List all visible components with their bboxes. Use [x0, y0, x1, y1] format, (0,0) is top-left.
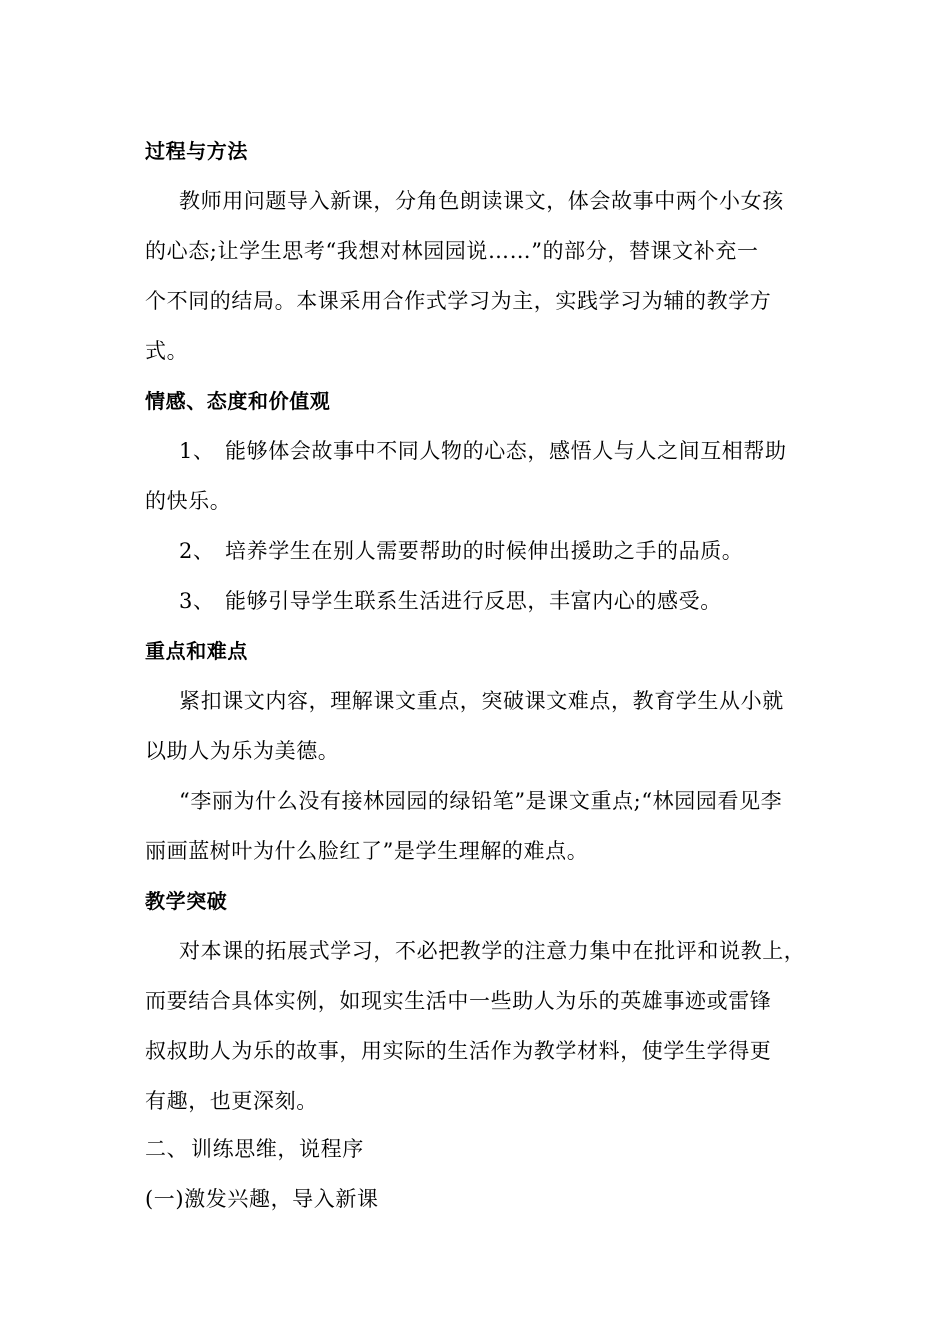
paragraph-line: 以助人为乐为美德。 [145, 739, 340, 763]
section-heading-process: 过程与方法 [145, 139, 248, 163]
document-page [145, 0, 813, 1344]
list-item [179, 586, 722, 616]
paragraph-line: 叔叔助人为乐的故事，用实际的生活作为教学材料，使学生学得更 [145, 1039, 772, 1063]
list-item [179, 536, 743, 566]
section-heading-emotion: 情感、态度和价值观 [145, 389, 331, 413]
paragraph-line: 而要结合具体实例，如现实生活中一些助人为乐的英雄事迹或雷锋 [145, 989, 772, 1013]
paragraph-line: 教师用问题导入新课，分角色朗读课文，体会故事中两个小女孩 [179, 189, 784, 213]
list-item-number: 2、 [179, 539, 215, 563]
list-item-text: 培养学生在别人需要帮助的时候伸出援助之手的品质。 [225, 539, 744, 563]
section-number: 二、 [145, 1137, 189, 1161]
paragraph-line: 的心态;让学生思考“我想对林园园说……”的部分，替课文补充一 [145, 239, 759, 263]
paragraph-line: 个不同的结局。本课采用合作式学习为主，实践学习为辅的教学方 [145, 289, 772, 313]
list-item-text: 能够引导学生联系生活进行反思，丰富内心的感受。 [225, 589, 722, 613]
list-item [179, 436, 787, 466]
paragraph-line: 紧扣课文内容，理解课文重点，突破课文难点，教育学生从小就 [179, 689, 784, 713]
section-title: 训练思维，说程序 [191, 1137, 364, 1161]
list-item-continuation: 的快乐。 [145, 489, 232, 513]
section-heading-breakthrough: 教学突破 [145, 889, 228, 913]
paragraph-line: “李丽为什么没有接林园园的绿铅笔”是课文重点;“林园园看见李 [179, 789, 783, 813]
section-heading-key-points: 重点和难点 [145, 639, 248, 663]
paragraph-line: 丽画蓝树叶为什么脸红了”是学生理解的难点。 [145, 839, 589, 863]
subsection-heading: (一)激发兴趣，导入新课 [145, 1187, 379, 1211]
paragraph-line: 式。 [145, 339, 189, 363]
paragraph-line: 有趣，也更深刻。 [145, 1089, 318, 1113]
section-heading-part-two [145, 1134, 364, 1164]
list-item-text: 能够体会故事中不同人物的心态，感悟人与人之间互相帮助 [225, 439, 787, 463]
paragraph-line: 对本课的拓展式学习，不必把教学的注意力集中在批评和说教上， [179, 939, 806, 963]
list-item-number: 3、 [179, 589, 215, 613]
list-item-number: 1、 [179, 439, 215, 463]
